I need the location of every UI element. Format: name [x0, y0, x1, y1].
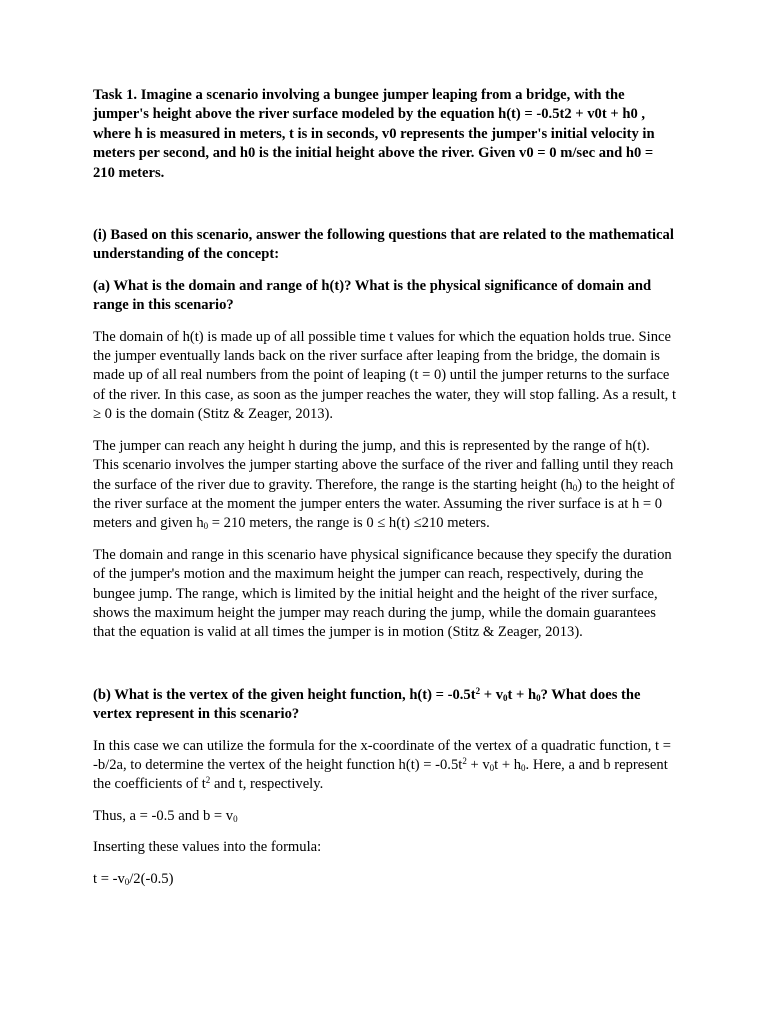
- answer-b-paragraph-4: $t = -v_0/2(-0.5)$: [93, 870, 174, 887]
- task-statement: Task 1. Imagine a scenario involving a bungee jumper leaping from a bridge, with the jumper's height above the river surface modeled by the equation h(t) = -0.5t2 + v0t + h0 , where h is measured in meters, t is in seconds, v0 represents the jumper's initial velocity in meters per second, and h0 is the initial height above the river. Given v0 = 0 m/sec and h0 = 210 meters.: [93, 87, 655, 181]
- answer-a-paragraph-3: The domain and range in this scenario have physical significance because they specify the duration of the jumper's motion and the maximum height the jumper can reach, respectively, during the bungee jump. The range, which is limited by the initial height and the height of the river surface, shows the maximum height the jumper may reach during the jump, while the domain guarantees that the equation is valid at all times the jumper is in motion (Stitz & Zeager, 2013).: [93, 546, 672, 641]
- answer-a-paragraph-1: The domain of h(t) is made up of all possible time t values for which the equation holds true. Since the jumper eventually lands back on the river surface after leaping from the bridge, the domain is made up of all real numbers from the point of leaping (t = 0) until the jumper returns to the surface of the river. In this case, as soon as the jumper reaches the water, they will stop falling. As a result, t ≥ 0 is the domain (Stitz & Zeager, 2013).: [93, 328, 677, 423]
- question-b: (b) What is the vertex of the given height function, $h(t) = -0.5t^2 + v_0t + h_0$? What does the vertex represent in this scenario?: [93, 685, 641, 723]
- answer-a-paragraph-2: The jumper can reach any height h during the jump, and this is represented by the range of h(t). This scenario involves the jumper starting above the surface of the river and falling until they reach the surface of the river due to gravity. Therefore, the range is the starting height $(h_0)$ to the height of the river surface at the moment the jumper enters the water. Assuming the river surface is at h = 0 meters and given $h_0 = 210$ meters, the range is 0 ≤ h(t) ≤210 meters.: [93, 437, 675, 532]
- answer-b-paragraph-2: Thus, a = -0.5 and $b = v_0$: [93, 807, 238, 824]
- part-i-heading: (i) Based on this scenario, answer the following questions that are related to the mathematical understanding of the concept:: [93, 227, 674, 263]
- question-a: (a) What is the domain and range of h(t)? What is the physical significance of domain and range in this scenario?: [93, 277, 652, 314]
- document-page: [93, 86, 676, 889]
- answer-b-paragraph-3: Inserting these values into the formula:: [93, 839, 322, 856]
- answer-b-paragraph-1: In this case we can utilize the formula for the x-coordinate of the vertex of a quadratic function, t = -b/2a, to determine the vertex of the height function $h(t) = -0.5t^2 + v_0t + h_0$. Here, a and b represent the coefficients of $t^2$ and t, respectively.: [93, 737, 671, 793]
